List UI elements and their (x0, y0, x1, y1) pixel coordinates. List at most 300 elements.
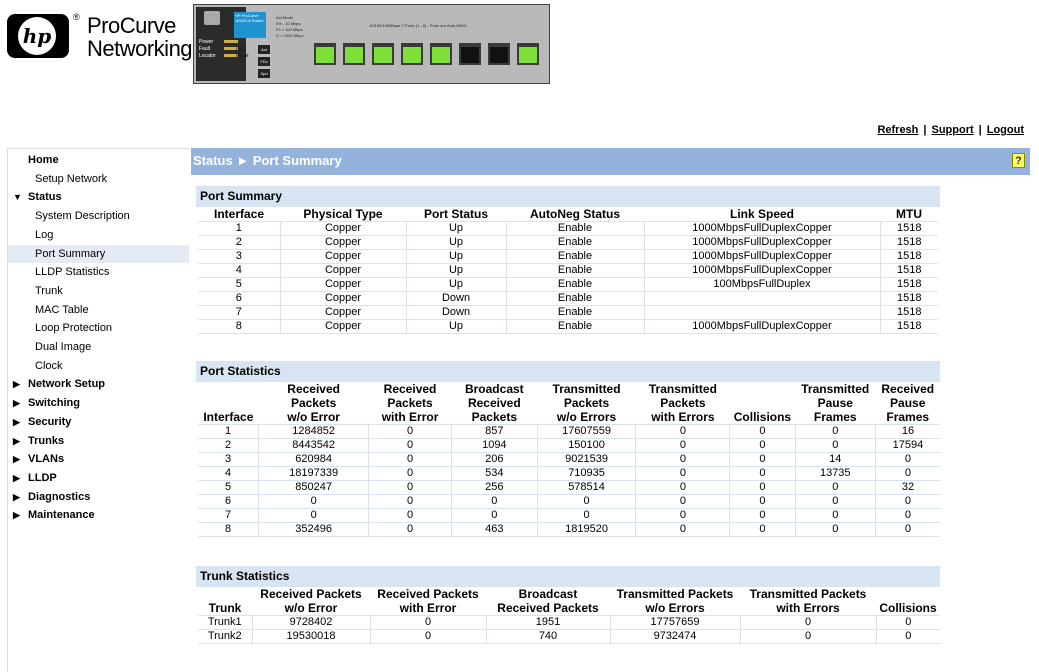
column-header-line: w/o Errors (645, 601, 705, 615)
mode-button-spd[interactable]: Spd (258, 69, 270, 78)
table-cell: 710935 (537, 467, 636, 481)
column-header-line: w/o Errors (556, 410, 617, 424)
column-header (370, 587, 486, 616)
mode-button-fdx[interactable]: FDx (258, 57, 270, 66)
column-header-line: Packets (387, 396, 433, 410)
table-row (198, 292, 938, 306)
table-cell: 0 (369, 523, 452, 537)
table-cell: 19530018 (252, 630, 370, 644)
table-row (198, 236, 938, 250)
table-cell: 534 (452, 467, 538, 481)
column-header: Link Speed (644, 207, 880, 222)
trunk-statistics-panel (196, 566, 940, 644)
table-cell: 100MbpsFullDuplex (644, 278, 880, 292)
table-cell: 4 (198, 467, 259, 481)
table-cell: 0 (370, 616, 486, 630)
table-cell: Up (406, 264, 506, 278)
column-header-line: with Errors (651, 410, 715, 424)
table-cell: Enable (506, 236, 644, 250)
sidebar-item-network-setup[interactable] (8, 375, 189, 393)
switch-port-6 (459, 43, 481, 65)
sidebar-item-label: LLDP Statistics (35, 266, 110, 279)
collapsed-arrow-icon: ▶ (13, 472, 20, 483)
table-cell: 0 (875, 495, 940, 509)
sidebar-item-label: Loop Protection (35, 322, 113, 335)
table-cell (644, 306, 880, 320)
table-cell: Enable (506, 320, 644, 334)
column-header-line: w/o Error (284, 601, 338, 615)
port-statistics-table (198, 382, 940, 537)
sidebar-item-vlans[interactable] (8, 450, 189, 468)
table-cell: 0 (259, 495, 369, 509)
table-cell: 578514 (537, 481, 636, 495)
column-header (369, 382, 452, 425)
table-cell: 9732474 (610, 630, 740, 644)
table-cell: 0 (636, 523, 730, 537)
trunk-statistics-title: Trunk Statistics (196, 566, 940, 587)
table-cell: 13735 (795, 467, 875, 481)
column-header (740, 587, 876, 616)
sidebar-item-label: System Description (35, 210, 130, 223)
sidebar-item-port-summary[interactable] (8, 245, 189, 263)
sidebar-item-home[interactable] (8, 151, 189, 169)
table-cell: 0 (740, 630, 876, 644)
table-cell: 620984 (259, 453, 369, 467)
table-cell: 463 (452, 523, 538, 537)
column-header-line: Packets (563, 396, 610, 410)
table-cell: Up (406, 222, 506, 236)
sidebar-item-label: Trunks (28, 434, 65, 447)
table-cell: Copper (280, 222, 406, 236)
table-header-row (198, 382, 940, 425)
column-header: MTU (880, 207, 938, 222)
table-cell: Enable (506, 306, 644, 320)
table-cell: 0 (875, 467, 940, 481)
table-cell: 4 (198, 264, 280, 278)
table-cell: 857 (452, 425, 538, 439)
table-cell: 0 (730, 495, 795, 509)
hp-logo-text: hp (22, 24, 52, 48)
column-header-line: Frames (886, 410, 930, 424)
led-label-locator: Locator (199, 53, 216, 59)
sidebar-item-trunk[interactable] (8, 282, 189, 300)
column-header-line: Broadcast (518, 587, 578, 601)
sidebar-item-label: Diagnostics (28, 490, 91, 503)
switch-port-8 (517, 43, 539, 65)
table-row (198, 453, 940, 467)
table-cell: 5 (198, 481, 259, 495)
table-cell: 0 (369, 481, 452, 495)
table-cell: 0 (730, 453, 795, 467)
table-cell: 0 (369, 439, 452, 453)
table-cell: 1518 (880, 292, 938, 306)
table-cell: 6 (198, 292, 280, 306)
column-header (636, 382, 730, 425)
main-header (191, 148, 1030, 175)
table-cell: 1518 (880, 236, 938, 250)
sidebar-item-security[interactable] (8, 413, 189, 431)
column-header (876, 587, 940, 616)
switch-port-3 (372, 43, 394, 65)
table-row (198, 616, 940, 630)
table-cell: 7 (198, 509, 259, 523)
table-cell: 9728402 (252, 616, 370, 630)
column-header-line: Transmitted (552, 382, 621, 396)
collapsed-arrow-icon: ▶ (13, 491, 20, 502)
table-cell: 0 (636, 495, 730, 509)
switch-port-5 (430, 43, 452, 65)
table-cell: Up (406, 250, 506, 264)
table-cell: 17607559 (537, 425, 636, 439)
mode-button-act[interactable]: Act (258, 45, 270, 54)
brand-name (87, 14, 192, 60)
table-cell: 0 (795, 481, 875, 495)
table-cell: 1000MbpsFullDuplexCopper (644, 264, 880, 278)
table-cell: 0 (875, 509, 940, 523)
column-header-line: Received Packets (377, 587, 479, 601)
table-cell: Trunk1 (198, 616, 252, 630)
table-cell: 9021539 (537, 453, 636, 467)
model-label: HP ProCurve 1810G-8 Switch (234, 12, 266, 38)
table-row (198, 264, 938, 278)
sidebar-item-diagnostics[interactable] (8, 488, 189, 506)
sidebar-item-switching[interactable] (8, 394, 189, 412)
sidebar-item-label: Setup Network (35, 172, 108, 185)
table-row (198, 278, 938, 292)
hp-mini-logo (204, 11, 220, 25)
port-summary-table (198, 207, 938, 334)
collapsed-arrow-icon: ▶ (13, 454, 20, 465)
table-cell: Trunk2 (198, 630, 252, 644)
table-cell: 1518 (880, 320, 938, 334)
sidebar-item-label: Maintenance (28, 509, 95, 522)
column-header (259, 382, 369, 425)
table-cell: 0 (636, 439, 730, 453)
column-header-line: Received (881, 382, 935, 396)
top-links (877, 124, 1024, 136)
sidebar-nav (7, 148, 189, 672)
table-cell: 8 (198, 523, 259, 537)
table-cell: 0 (795, 425, 875, 439)
separator: | (978, 124, 982, 136)
table-cell: 0 (636, 509, 730, 523)
column-header-line: Received Packets (497, 601, 599, 615)
port-indicator (519, 47, 537, 63)
column-header-line: Pause (890, 396, 926, 410)
separator: | (923, 124, 927, 136)
table-cell: 0 (537, 495, 636, 509)
table-cell: 0 (795, 523, 875, 537)
column-header (198, 382, 259, 425)
table-row (198, 509, 940, 523)
legend-item: Fx = 100 Mbps (276, 27, 303, 32)
table-cell: 740 (486, 630, 610, 644)
logout-link[interactable]: Logout (986, 124, 1024, 136)
table-cell: Copper (280, 236, 406, 250)
sidebar-item-label: Home (28, 154, 59, 166)
table-cell: Copper (280, 306, 406, 320)
legend-item: Act Mode (276, 15, 293, 20)
table-cell: 0 (875, 523, 940, 537)
column-header (252, 587, 370, 616)
table-cell: 1518 (880, 306, 938, 320)
table-cell: 0 (730, 467, 795, 481)
column-header-line: Received (287, 382, 340, 396)
sidebar-item-log[interactable] (8, 226, 189, 244)
table-row (198, 481, 940, 495)
legend-item: G = 1000 Mbps (276, 33, 304, 38)
table-cell (644, 292, 880, 306)
led-label-power: Power (199, 39, 214, 45)
brand-line1: ProCurve (87, 13, 176, 38)
sidebar-item-label: Port Summary (35, 247, 106, 260)
table-cell: Enable (506, 222, 644, 236)
table-row (198, 306, 938, 320)
table-cell: 2 (198, 236, 280, 250)
column-header (610, 587, 740, 616)
port-indicator (490, 47, 508, 63)
table-cell: 1 (198, 425, 259, 439)
column-header (486, 587, 610, 616)
column-header (795, 382, 875, 425)
switch-front-panel (193, 4, 550, 84)
sidebar-item-label: Security (28, 415, 72, 428)
refresh-link[interactable]: Refresh (877, 124, 919, 136)
power-led (224, 40, 238, 43)
sidebar-item-label: Switching (28, 397, 80, 410)
hp-logo (7, 12, 80, 58)
table-row (198, 495, 940, 509)
table-cell: 1094 (452, 439, 538, 453)
table-cell: Copper (280, 264, 406, 278)
table-cell: 0 (730, 523, 795, 537)
table-cell: 0 (795, 509, 875, 523)
table-cell: 3 (198, 453, 259, 467)
table-cell: Copper (280, 250, 406, 264)
table-cell: 0 (730, 509, 795, 523)
table-cell: 1518 (880, 278, 938, 292)
column-header-line: with Error (381, 410, 439, 424)
table-cell: 0 (730, 439, 795, 453)
table-cell: Up (406, 278, 506, 292)
table-cell: 150100 (537, 439, 636, 453)
table-row (198, 320, 938, 334)
column-header-line: Packets (290, 396, 337, 410)
table-cell: 14 (795, 453, 875, 467)
switch-port-2 (343, 43, 365, 65)
column-header (730, 382, 795, 425)
port-indicator (432, 47, 450, 63)
hp-logo-registered: ® (73, 12, 80, 22)
sidebar-item-label: MAC Table (35, 303, 89, 316)
column-header: Interface (198, 207, 280, 222)
column-header-line: Collisions (733, 410, 792, 424)
expanded-arrow-icon: ▼ (13, 192, 22, 203)
sidebar-item-label: Clock (35, 359, 63, 372)
sidebar-item-status[interactable] (8, 188, 189, 206)
collapsed-arrow-icon: ▶ (13, 435, 20, 446)
sidebar-item-maintenance[interactable] (8, 506, 189, 524)
table-cell: 352496 (259, 523, 369, 537)
column-header (875, 382, 940, 425)
sidebar-item-setup-network[interactable] (8, 170, 189, 188)
column-header-line: Transmitted (648, 382, 717, 396)
table-row (198, 439, 940, 453)
port-indicator (403, 47, 421, 63)
table-cell: 0 (370, 630, 486, 644)
table-cell: Up (406, 236, 506, 250)
column-header-line: Frames (813, 410, 857, 424)
switch-port-7 (488, 43, 510, 65)
led-legend (276, 15, 303, 39)
table-cell: 1284852 (259, 425, 369, 439)
port-statistics-title: Port Statistics (196, 361, 940, 382)
table-cell: 0 (537, 509, 636, 523)
collapsed-arrow-icon: ▶ (13, 398, 20, 409)
port-indicator (316, 47, 334, 63)
column-header (537, 382, 636, 425)
table-cell: 1000MbpsFullDuplexCopper (644, 236, 880, 250)
column-header-line: Received (467, 396, 521, 410)
table-row (198, 250, 938, 264)
table-cell: 0 (876, 630, 940, 644)
table-cell: Down (406, 292, 506, 306)
column-header-line: with Error (399, 601, 457, 615)
table-cell: 0 (795, 439, 875, 453)
sidebar-item-lldp-statistics[interactable] (8, 263, 189, 281)
table-cell: 6 (198, 495, 259, 509)
sidebar-item-label: Trunk (35, 284, 63, 297)
table-cell: 0 (875, 453, 940, 467)
table-cell: 1819520 (537, 523, 636, 537)
table-cell: 1518 (880, 250, 938, 264)
table-cell: 0 (795, 495, 875, 509)
table-cell: 3 (198, 250, 280, 264)
table-cell: 0 (636, 425, 730, 439)
page-title: Status ► Port Summary (193, 153, 342, 168)
table-cell: 1 (198, 222, 280, 236)
brand-line2: Networking (87, 36, 193, 61)
column-header-line: w/o Error (287, 410, 340, 424)
table-cell: 0 (876, 616, 940, 630)
port-indicator (461, 47, 479, 63)
collapsed-arrow-icon: ▶ (13, 416, 20, 427)
table-cell: 1000MbpsFullDuplexCopper (644, 320, 880, 334)
table-header-row (198, 587, 940, 616)
table-cell: Copper (280, 320, 406, 334)
sidebar-item-label: VLANs (28, 453, 65, 466)
table-cell: 0 (636, 481, 730, 495)
collapsed-arrow-icon: ▶ (13, 379, 20, 390)
column-header (452, 382, 538, 425)
table-row (198, 425, 940, 439)
sidebar-item-mac-table[interactable] (8, 301, 189, 319)
table-cell: 1000MbpsFullDuplexCopper (644, 222, 880, 236)
table-cell: 0 (369, 495, 452, 509)
sidebar-item-dual-image[interactable] (8, 338, 189, 356)
column-header-line: Packets (471, 410, 517, 424)
sidebar-item-trunks[interactable] (8, 432, 189, 450)
table-cell: 1518 (880, 264, 938, 278)
port-summary-panel (196, 186, 940, 334)
table-cell: 18197339 (259, 467, 369, 481)
table-cell: 850247 (259, 481, 369, 495)
column-header-line: Interface (203, 410, 254, 424)
table-cell: 0 (730, 481, 795, 495)
table-cell: 0 (636, 453, 730, 467)
switch-port-4 (401, 43, 423, 65)
table-cell: 0 (636, 467, 730, 481)
column-header-line: Transmitted Packets (749, 587, 867, 601)
table-row (198, 523, 940, 537)
sidebar-item-label: Status (28, 191, 62, 204)
table-cell: 256 (452, 481, 538, 495)
table-cell: 8 (198, 320, 280, 334)
column-header-line: Transmitted (801, 382, 870, 396)
column-header-line: Broadcast (464, 382, 524, 396)
sidebar-item-lldp[interactable] (8, 469, 189, 487)
column-header: AutoNeg Status (506, 207, 644, 222)
port-statistics-panel (196, 361, 940, 537)
help-icon[interactable]: ? (1012, 153, 1025, 168)
table-cell: 0 (259, 509, 369, 523)
table-cell: 206 (452, 453, 538, 467)
column-header-line: Received Packets (260, 587, 362, 601)
table-cell: 0 (452, 509, 538, 523)
table-cell: Enable (506, 292, 644, 306)
sidebar-item-system-description[interactable] (8, 207, 189, 225)
sidebar-item-loop-protection[interactable] (8, 319, 189, 337)
sidebar-item-clock[interactable] (8, 357, 189, 375)
table-cell: 17757659 (610, 616, 740, 630)
switch-port-1 (314, 43, 336, 65)
trunk-statistics-table (198, 587, 940, 644)
column-header-line: Packets (660, 396, 706, 410)
support-link[interactable]: Support (931, 124, 974, 136)
column-header (198, 587, 252, 616)
table-cell: 1000MbpsFullDuplexCopper (644, 250, 880, 264)
column-header-line: with Errors (776, 601, 840, 615)
table-cell: 5 (198, 278, 280, 292)
port-indicator (345, 47, 363, 63)
table-cell: 2 (198, 439, 259, 453)
collapsed-arrow-icon: ▶ (13, 510, 20, 521)
table-cell: 7 (198, 306, 280, 320)
table-row (198, 630, 940, 644)
led-label-fault: Fault (199, 46, 211, 52)
table-cell: 1951 (486, 616, 610, 630)
port-summary-title: Port Summary (196, 186, 940, 207)
table-cell: 1518 (880, 222, 938, 236)
legend-item: 0% - 10 Mbps (276, 21, 301, 26)
table-cell: 0 (369, 509, 452, 523)
table-cell: 0 (369, 467, 452, 481)
table-cell: 0 (369, 453, 452, 467)
led-mode-label: LED Mode (236, 47, 249, 59)
column-header-line: Transmitted Packets (616, 587, 734, 601)
column-header: Physical Type (280, 207, 406, 222)
column-header-line: Received (383, 382, 437, 396)
column-header-line: Pause (817, 396, 853, 410)
table-cell: 0 (740, 616, 876, 630)
table-row (198, 467, 940, 481)
table-cell: 0 (452, 495, 538, 509)
sidebar-item-label: LLDP (28, 471, 57, 484)
column-header-line: Collisions (879, 601, 937, 615)
table-cell: 0 (730, 425, 795, 439)
sidebar-item-label: Log (35, 228, 54, 241)
table-cell: 17594 (875, 439, 940, 453)
